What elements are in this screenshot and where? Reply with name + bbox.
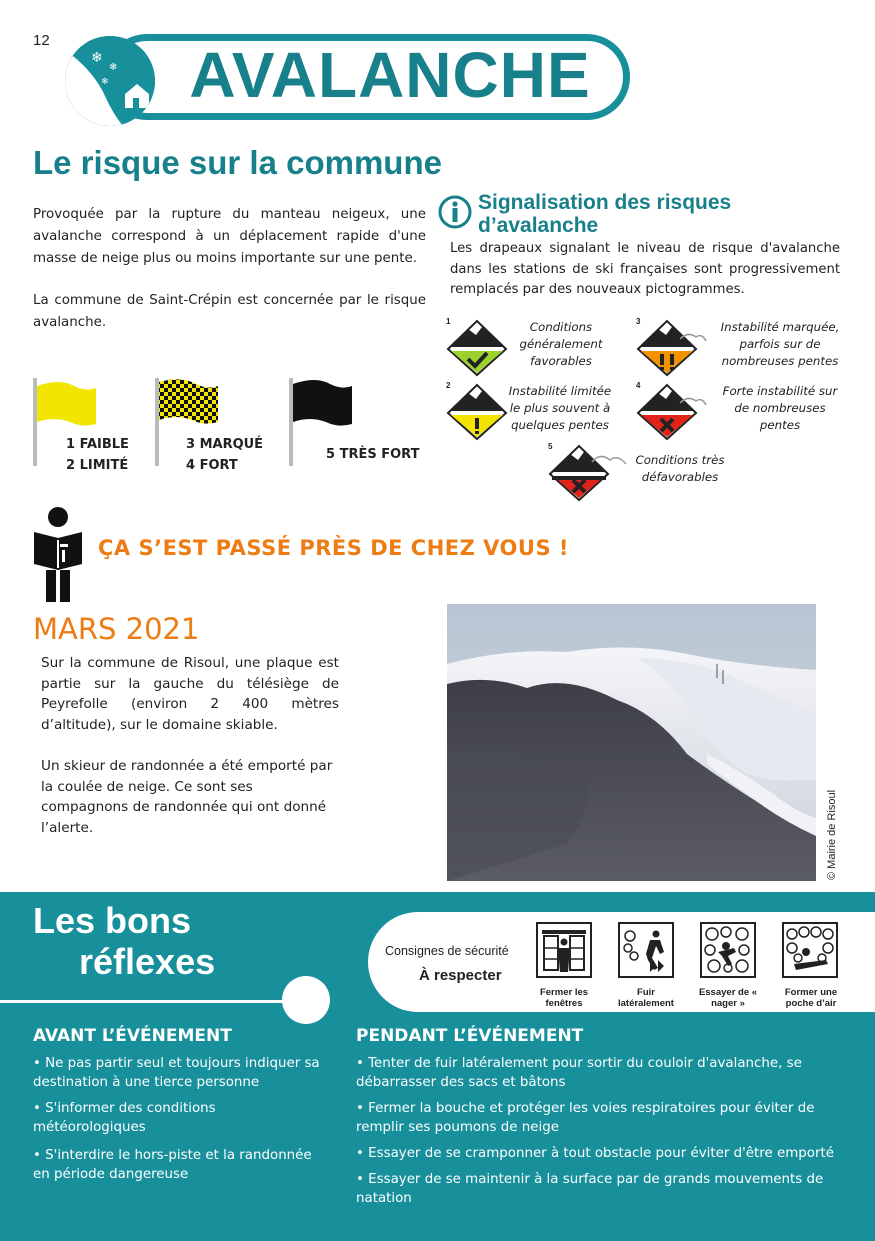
avalanche-logo-icon: [65, 36, 155, 126]
signalisation-intro: Les drapeaux signalant le niveau de risque d'avalanche dans les stations de ski françaises sont progressivement remplacés par des nouveaux pictogrammes.: [450, 241, 840, 297]
flag-yellow-label: 1 FAIBLE 2 LIMITÉ: [66, 437, 129, 473]
signalisation-title: Signalisation des risques d’avalanche: [478, 191, 732, 237]
close-windows-label: Fermer les fenêtres: [539, 987, 589, 1009]
news-banner: ÇA S’EST PASSÉ PRÈS DE CHEZ VOUS !: [98, 536, 569, 560]
pendant-item: • Tenter de fuir latéralement pour sortir du couloir d'avalanche, se débarrasser des sacs et bâtons: [356, 1056, 802, 1090]
close-windows-icon: [536, 922, 592, 978]
picto-level-4-number: 4: [636, 381, 641, 390]
air-pocket-label: Former une poche d’air: [784, 987, 838, 1009]
avalanche-photo: [447, 604, 816, 881]
reflexes-dot: [282, 976, 330, 1024]
svg-text:❄: ❄: [101, 77, 109, 87]
pendant-item: • Fermer la bouche et protéger les voies respiratoires pour éviter de remplir ses poumons de neige: [356, 1101, 815, 1135]
picto-level-1-icon: [446, 317, 508, 377]
risk-paragraph-1: Provoquée par la rupture du manteau neigeux, une avalanche correspond à un déplacement rapide d'une masse de neige plus ou moins importante sur une pente.: [33, 207, 426, 266]
picto-level-5-label: Conditions très défavorables: [635, 453, 725, 484]
svg-text:❄: ❄: [109, 62, 118, 73]
avant-item: • S'informer des conditions météorologiques: [33, 1101, 216, 1135]
swim-icon: [700, 922, 756, 978]
picto-level-3-icon: [636, 317, 708, 377]
flee-sideways-label: Fuir latéralement: [618, 987, 674, 1009]
flee-sideways-icon: [618, 922, 674, 978]
avant-item: • Ne pas partir seul et toujours indiquer sa destination à une tierce personne: [33, 1056, 320, 1090]
reflexes-title: Les bons réflexes: [33, 900, 216, 982]
section-heading-risk: Le risque sur la commune: [33, 144, 442, 181]
news-paragraph-2: Un skieur de randonnée a été emporté par la coulée de neige. Ce sont ses compagnons de randonnée qui ont donné l’alerte.: [41, 758, 333, 836]
avant-item: • S'interdire le hors-piste et la randonnée en période dangereuse: [33, 1148, 312, 1182]
picto-level-3-label: Instabilité marquée, parfois sur de nombreuses pentes: [720, 320, 840, 368]
consignes-strong: À respecter: [419, 967, 502, 984]
picto-level-3-number: 3: [636, 317, 641, 326]
person-reading-icon: [30, 506, 86, 606]
air-pocket-icon: [782, 922, 838, 978]
picto-level-2: [446, 381, 508, 445]
picto-level-2-icon: [446, 381, 508, 441]
avant-heading: AVANT L’ÉVÉNEMENT: [33, 1026, 232, 1046]
page-title: AVALANCHE: [189, 39, 591, 111]
picto-level-4: [636, 381, 708, 445]
picto-level-5-icon: [548, 442, 628, 502]
pendant-item: • Essayer de se cramponner à tout obstacle pour éviter d'être emporté: [356, 1146, 834, 1161]
consignes-label: Consignes de sécurité: [385, 944, 509, 958]
flag-checkered-label: 3 MARQUÉ 4 FORT: [186, 437, 264, 473]
photo-credit: © Mairie de Risoul: [826, 789, 838, 880]
picto-level-1: [446, 317, 508, 381]
pendant-heading: PENDANT L’ÉVÉNEMENT: [356, 1026, 584, 1046]
picto-level-1-number: 1: [446, 317, 451, 326]
svg-text:❄: ❄: [91, 50, 103, 66]
news-date: MARS 2021: [33, 612, 200, 646]
picto-level-1-label: Conditions généralement favorables: [519, 320, 603, 368]
info-icon: [438, 195, 472, 233]
flag-black-label: 5 TRÈS FORT: [326, 447, 420, 462]
picto-level-5-number: 5: [548, 442, 553, 451]
picto-level-5: [548, 442, 628, 506]
reflexes-divider: [0, 1000, 300, 1003]
picto-level-4-label: Forte instabilité sur de nombreuses pentes: [722, 384, 838, 432]
picto-level-2-label: Instabilité limitée le plus souvent à quelques pentes: [508, 384, 612, 432]
picto-level-3: [636, 317, 708, 381]
page-number: 12: [33, 32, 50, 49]
picto-level-2-number: 2: [446, 381, 451, 390]
pendant-item: • Essayer de se maintenir à la surface par de grands mouvements de natation: [356, 1172, 824, 1206]
news-paragraph-1: Sur la commune de Risoul, une plaque est partie sur la gauche du télésiège de Peyrefolle (environ 2 400 mètres d’altitude), sur le domaine skiable.: [41, 655, 339, 733]
swim-label: Essayer de « nager »: [698, 987, 758, 1009]
risk-paragraph-2: La commune de Saint-Crépin est concernée par le risque avalanche.: [33, 293, 426, 330]
picto-level-4-icon: [636, 381, 708, 441]
